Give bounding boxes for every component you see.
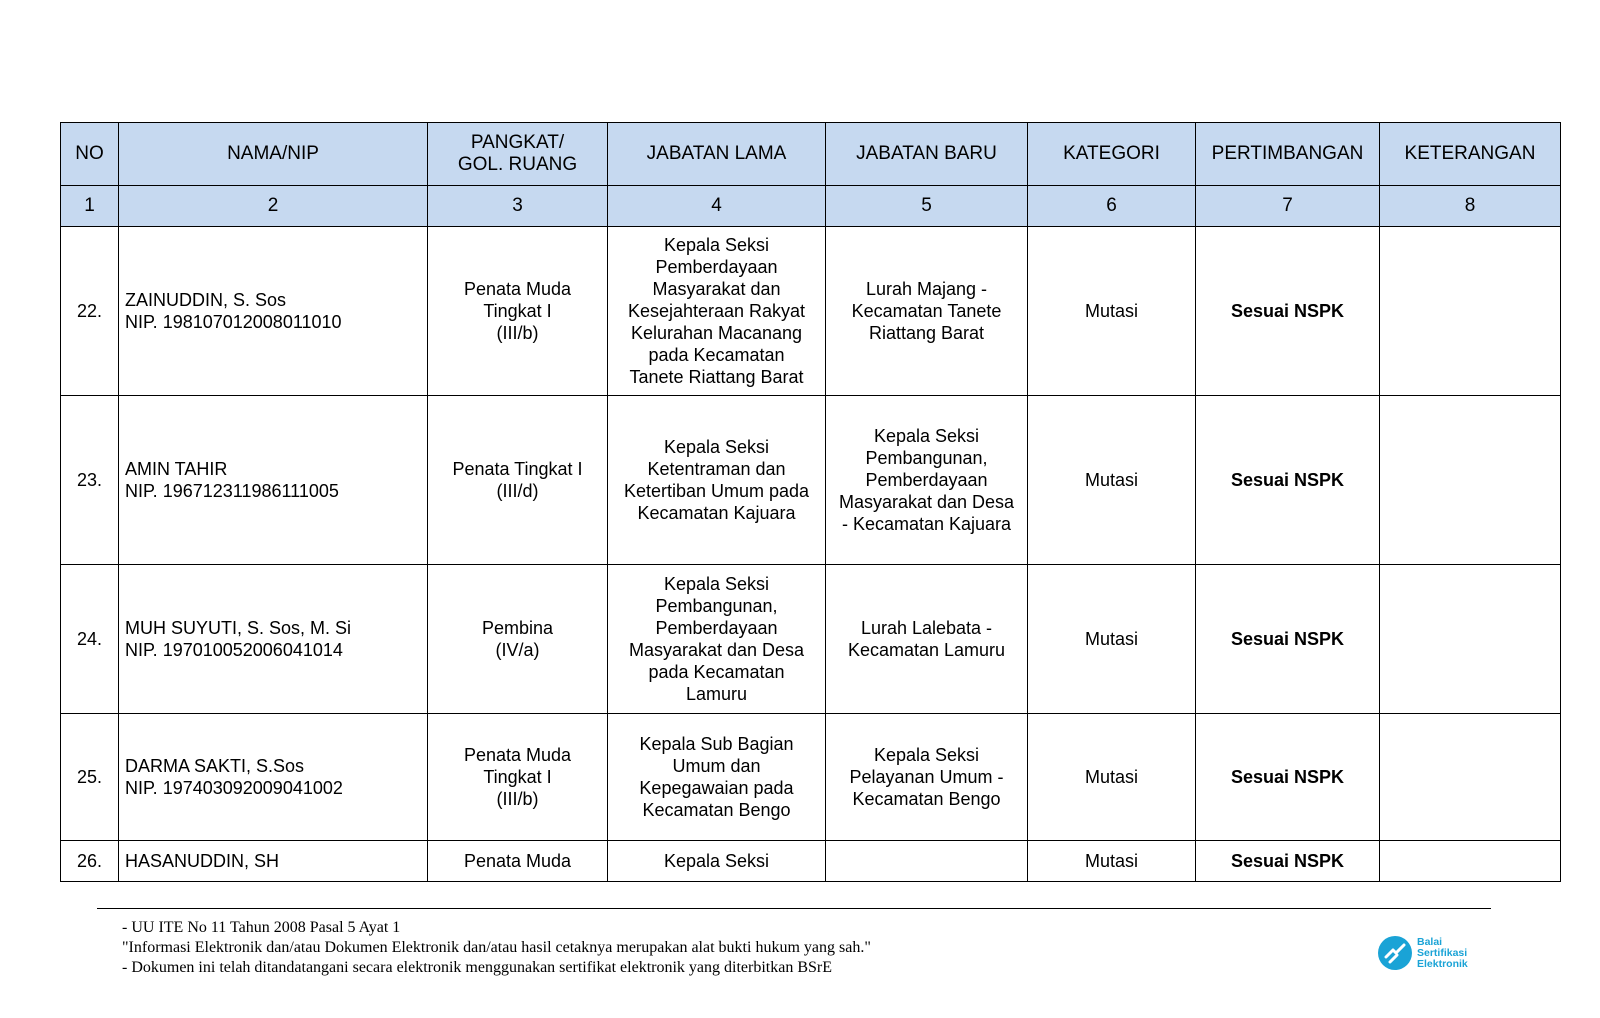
row-number: 24. <box>61 565 119 714</box>
kategori-cell: Mutasi <box>1028 565 1196 714</box>
jabatan-lama-line: Kepala Seksi <box>663 437 770 457</box>
jabatan-baru-line: - Kecamatan Kajuara <box>841 514 1012 534</box>
header-pertimbangan: PERTIMBANGAN <box>1196 123 1380 186</box>
jabatan-lama-line: Umum dan <box>672 756 761 776</box>
pangkat-line: (III/b) <box>496 323 539 343</box>
table-row <box>61 565 1561 714</box>
jabatan-lama-line: Kepegawaian pada <box>639 778 794 798</box>
jabatan-lama-cell <box>608 565 826 714</box>
kategori-cell: Mutasi <box>1028 841 1196 882</box>
row-number: 22. <box>61 227 119 396</box>
jabatan-baru-line: Kepala Seksi <box>873 745 980 765</box>
header-kategori: KATEGORI <box>1028 123 1196 186</box>
jabatan-lama-line: pada Kecamatan <box>648 345 785 365</box>
jabatan-baru-line: Kecamatan Bengo <box>852 789 1001 809</box>
employee-nip: NIP. 198107012008011010 <box>125 312 342 332</box>
column-number: 4 <box>608 186 826 227</box>
pangkat-line: Penata Muda <box>463 279 572 299</box>
column-number: 5 <box>826 186 1028 227</box>
bsre-logo <box>1377 935 1468 971</box>
kategori-cell: Mutasi <box>1028 396 1196 565</box>
pertimbangan-cell: Sesuai NSPK <box>1196 714 1380 841</box>
header-pangkat-line: PANGKAT/ <box>470 132 565 153</box>
column-number: 2 <box>119 186 428 227</box>
header-jabatan-lama: JABATAN LAMA <box>608 123 826 186</box>
jabatan-baru-line: Kecamatan Tanete <box>851 301 1002 321</box>
pangkat-cell <box>428 565 608 714</box>
row-number: 26. <box>61 841 119 882</box>
pertimbangan-cell: Sesuai NSPK <box>1196 227 1380 396</box>
jabatan-baru-cell <box>826 396 1028 565</box>
jabatan-lama-line: Kelurahan Macanang <box>630 323 803 343</box>
footer-line-quote: "Informasi Elektronik dan/atau Dokumen Elektronik dan/atau hasil cetaknya merupakan alat bukti hukum yang sah." <box>122 939 871 956</box>
employee-name: DARMA SAKTI, S.Sos <box>125 756 305 776</box>
keterangan-cell <box>1380 565 1561 714</box>
pangkat-line: Pembina <box>481 618 554 638</box>
column-number: 8 <box>1380 186 1561 227</box>
pangkat-cell <box>428 841 608 882</box>
jabatan-baru-line: Lurah Lalebata - <box>860 618 993 638</box>
logo-text-line: Elektronik <box>1417 957 1468 970</box>
pangkat-line: (IV/a) <box>495 640 540 660</box>
jabatan-lama-line: Pemberdayaan <box>655 257 778 277</box>
jabatan-baru-cell <box>826 227 1028 396</box>
jabatan-lama-cell <box>608 396 826 565</box>
employee-name: ZAINUDDIN, S. Sos <box>125 290 287 310</box>
logo-text-line: Balai <box>1417 935 1443 948</box>
name-nip-cell <box>119 227 428 396</box>
pangkat-line: Tingkat I <box>483 767 552 787</box>
jabatan-lama-cell <box>608 714 826 841</box>
jabatan-baru-line: Masyarakat dan Desa <box>838 492 1015 512</box>
jabatan-lama-line: Ketertiban Umum pada <box>623 481 810 501</box>
employee-name: AMIN TAHIR <box>125 459 228 479</box>
bsre-logo-text <box>1417 937 1468 970</box>
employee-nip: NIP. 196712311986111005 <box>125 481 339 501</box>
jabatan-lama-line: Kepala Seksi <box>663 574 770 594</box>
jabatan-lama-line: Pembangunan, <box>655 596 778 616</box>
header-keterangan: KETERANGAN <box>1380 123 1561 186</box>
row-number: 23. <box>61 396 119 565</box>
pangkat-line: (III/d) <box>496 481 539 501</box>
jabatan-lama-line: pada Kecamatan <box>648 662 785 682</box>
footer-line-law: - UU ITE No 11 Tahun 2008 Pasal 5 Ayat 1 <box>122 919 401 936</box>
jabatan-lama-line: Masyarakat dan Desa <box>628 640 805 660</box>
table-row <box>61 841 1561 882</box>
keterangan-cell <box>1380 841 1561 882</box>
pangkat-cell <box>428 227 608 396</box>
table-row <box>61 396 1561 565</box>
pangkat-cell <box>428 396 608 565</box>
jabatan-baru-line: Pelayanan Umum - <box>849 767 1004 787</box>
jabatan-lama-line: Lamuru <box>685 684 748 704</box>
pangkat-line: Penata Tingkat I <box>452 459 583 479</box>
footer-line-signature: - Dokumen ini telah ditandatangani secara elektronik menggunakan sertifikat elektronik yang diterbitkan BSrE <box>122 959 832 976</box>
kategori-cell: Mutasi <box>1028 227 1196 396</box>
pertimbangan-cell: Sesuai NSPK <box>1196 396 1380 565</box>
jabatan-lama-line: Masyarakat dan <box>652 279 781 299</box>
bsre-logo-icon <box>1377 935 1413 971</box>
jabatan-lama-cell <box>608 227 826 396</box>
name-nip-cell <box>119 565 428 714</box>
keterangan-cell <box>1380 714 1561 841</box>
name-nip-cell <box>119 841 428 882</box>
jabatan-lama-line: Kepala Seksi <box>663 235 770 255</box>
jabatan-baru-line: Kecamatan Lamuru <box>847 640 1006 660</box>
jabatan-baru-line: Kepala Seksi <box>873 426 980 446</box>
row-number: 25. <box>61 714 119 841</box>
employee-name: MUH SUYUTI, S. Sos, M. Si <box>125 618 352 638</box>
mutation-table <box>60 122 1561 882</box>
keterangan-cell <box>1380 396 1561 565</box>
column-number: 6 <box>1028 186 1196 227</box>
jabatan-lama-line: Tanete Riattang Barat <box>629 367 804 387</box>
table-row <box>61 227 1561 396</box>
pangkat-cell <box>428 714 608 841</box>
jabatan-baru-line: Pembangunan, <box>865 448 988 468</box>
jabatan-lama-line: Kecamatan Kajuara <box>637 503 796 523</box>
pangkat-line: Penata Muda <box>463 851 572 871</box>
footer-notice <box>122 918 871 978</box>
employee-name: HASANUDDIN, SH <box>125 851 280 871</box>
name-nip-cell <box>119 396 428 565</box>
pangkat-line: Tingkat I <box>483 301 552 321</box>
mutation-table-container <box>60 122 1560 882</box>
jabatan-baru-line: Riattang Barat <box>868 323 985 343</box>
header-pangkat <box>428 123 608 186</box>
kategori-cell: Mutasi <box>1028 714 1196 841</box>
header-jabatan-baru: JABATAN BARU <box>826 123 1028 186</box>
table-header-row <box>61 123 1561 186</box>
jabatan-lama-line: Kepala Seksi <box>663 851 770 871</box>
jabatan-lama-line: Kecamatan Bengo <box>642 800 791 820</box>
jabatan-baru-line: Pemberdayaan <box>865 470 988 490</box>
column-number-row <box>61 186 1561 227</box>
jabatan-lama-line: Kesejahteraan Rakyat <box>627 301 806 321</box>
keterangan-cell <box>1380 227 1561 396</box>
jabatan-lama-line: Kepala Sub Bagian <box>639 734 794 754</box>
jabatan-baru-cell <box>826 565 1028 714</box>
table-row <box>61 714 1561 841</box>
header-nama-nip: NAMA/NIP <box>119 123 428 186</box>
pangkat-line: Penata Muda <box>463 745 572 765</box>
jabatan-lama-line: Pemberdayaan <box>655 618 778 638</box>
header-no: NO <box>61 123 119 186</box>
jabatan-baru-line: Lurah Majang - <box>865 279 988 299</box>
logo-text-line: Sertifikasi <box>1417 946 1468 959</box>
employee-nip: NIP. 197010052006041014 <box>125 640 343 660</box>
column-number: 1 <box>61 186 119 227</box>
header-pangkat-line: GOL. RUANG <box>457 154 578 175</box>
pertimbangan-cell: Sesuai NSPK <box>1196 841 1380 882</box>
column-number: 3 <box>428 186 608 227</box>
jabatan-baru-cell <box>826 841 1028 882</box>
name-nip-cell <box>119 714 428 841</box>
jabatan-baru-cell <box>826 714 1028 841</box>
pertimbangan-cell: Sesuai NSPK <box>1196 565 1380 714</box>
column-number: 7 <box>1196 186 1380 227</box>
jabatan-lama-line: Ketentraman dan <box>647 459 786 479</box>
pangkat-line: (III/b) <box>496 789 539 809</box>
footer-divider <box>97 908 1491 909</box>
jabatan-lama-cell <box>608 841 826 882</box>
employee-nip: NIP. 197403092009041002 <box>125 778 343 798</box>
